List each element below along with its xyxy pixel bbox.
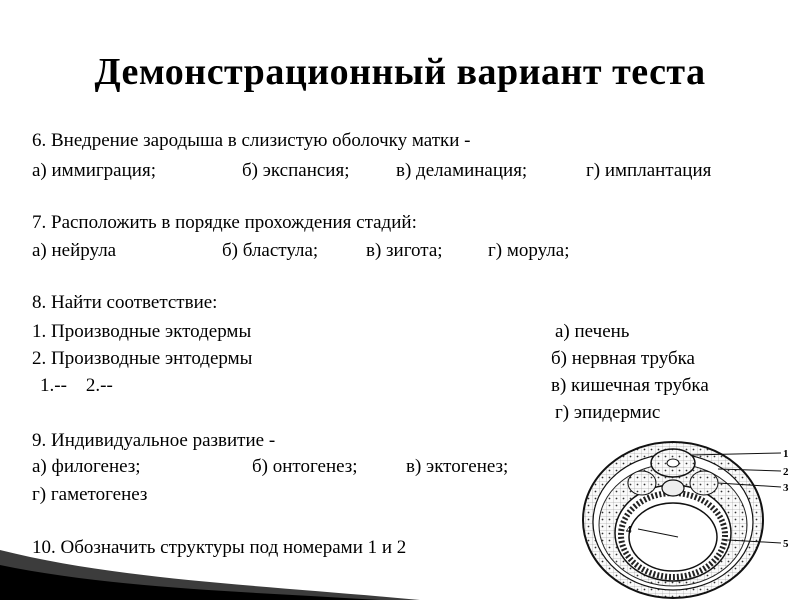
question-9-options — [32, 456, 572, 478]
figure-label-3: 3 — [783, 482, 789, 494]
q7-option-d: г) морула; — [488, 240, 570, 261]
q7-option-b: б) бластула; — [222, 240, 319, 261]
q9-option-d: г) гаметогенез — [32, 484, 148, 505]
q9-option-a: а) филогенез; — [32, 456, 141, 477]
question-9-text: 9. Индивидуальное развитие - — [32, 430, 276, 451]
page-title: Демонстрационный вариант теста — [94, 51, 706, 93]
q8-left-1: 1. Производные эктодермы — [32, 321, 252, 342]
figure-label-5: 5 — [783, 538, 789, 550]
question-7-text: 7. Расположить в порядке прохождения стадий: — [32, 212, 417, 233]
embryo-cross-section-figure — [578, 425, 798, 600]
figure-label-1: 1 — [783, 448, 789, 460]
question-7-options — [32, 240, 792, 262]
q9-option-c: в) эктогенез; — [406, 456, 509, 477]
question-10-text: 10. Обозначить структуры под номерами 1 и 2 — [32, 537, 407, 558]
q8-right-b: б) нервная трубка — [551, 348, 695, 369]
figure-label-2: 2 — [783, 466, 789, 478]
q8-right-a: а) печень — [555, 321, 630, 342]
q6-option-a: а) иммиграция; — [32, 160, 156, 181]
q6-option-d: г) имплантация — [586, 160, 712, 181]
q9-option-b: б) онтогенез; — [252, 456, 358, 477]
q6-option-b: б) экспансия; — [242, 160, 350, 181]
figure-label-4: 4 — [626, 524, 632, 536]
question-6-options — [32, 160, 792, 182]
q6-option-c: в) деламинация; — [396, 160, 528, 181]
question-6-text: 6. Внедрение зародыша в слизистую оболочку матки - — [32, 130, 471, 151]
question-8-text: 8. Найти соответствие: — [32, 292, 218, 313]
q7-option-c: в) зигота; — [366, 240, 443, 261]
q8-left-2: 2. Производные энтодермы — [32, 348, 253, 369]
q8-right-c: в) кишечная трубка — [551, 375, 709, 396]
q8-answer-slots: 1.-- 2.-- — [40, 375, 113, 396]
q7-option-a: а) нейрула — [32, 240, 117, 261]
q8-right-d: г) эпидермис — [555, 402, 661, 423]
